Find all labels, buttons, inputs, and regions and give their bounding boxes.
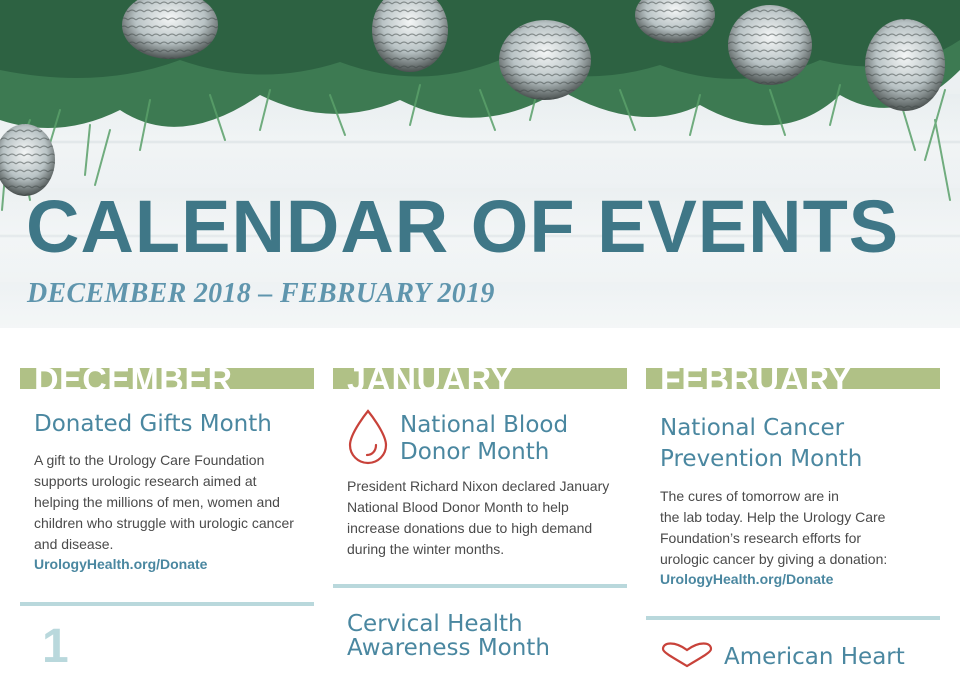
event-title-line: Donor Month	[400, 439, 550, 465]
event-title-line: Cervical Health	[347, 611, 523, 637]
january-column	[333, 361, 627, 661]
event-description	[660, 486, 912, 570]
december-column	[20, 361, 314, 673]
hero-banner	[0, 0, 960, 328]
month-label: JANUARY	[347, 361, 514, 399]
month-header-band	[646, 361, 940, 399]
event-description: A gift to the Urology Care Foundation supports urologic research aimed at helping the millions of men, women and children who struggle with urologic cancer and disease.	[34, 452, 294, 552]
event-title-line: Prevention Month	[660, 446, 863, 472]
event-title	[347, 612, 550, 660]
date-number: 1	[42, 620, 69, 673]
donate-link[interactable]: UrologyHealth.org/Donate	[660, 571, 834, 587]
february-column	[646, 361, 940, 670]
event-title	[400, 412, 568, 466]
date-range-subtitle: DECEMBER 2018 – FEBRUARY 2019	[27, 278, 495, 309]
event-title: American Heart	[724, 644, 905, 670]
donate-link[interactable]: UrologyHealth.org/Donate	[34, 556, 208, 572]
event-title: Donated Gifts Month	[34, 411, 272, 437]
month-label: FEBRUARY	[660, 361, 852, 399]
month-header-band	[20, 361, 314, 399]
event-title	[660, 413, 862, 475]
section-divider	[646, 616, 940, 620]
description-line: the lab today. Help the Urology Care Foundation’s research efforts for urologic cancer by giving a donation:	[660, 509, 888, 567]
event-title-line: National Cancer	[660, 415, 845, 441]
month-header-band	[333, 361, 627, 399]
blood-drop-icon	[347, 409, 389, 465]
section-divider	[333, 584, 627, 588]
event-description: President Richard Nixon declared January National Blood Donor Month to help increase donations due to high demand during the winter months.	[347, 478, 610, 557]
section-divider	[20, 602, 314, 606]
month-label: DECEMBER	[34, 361, 233, 399]
description-line: The cures of tomorrow are in	[660, 488, 839, 504]
event-title-line: National Blood	[400, 412, 569, 438]
heart-icon	[660, 644, 714, 668]
page-title: CALENDAR OF EVENTS	[26, 185, 900, 268]
event-title-line: Awareness Month	[347, 635, 550, 661]
